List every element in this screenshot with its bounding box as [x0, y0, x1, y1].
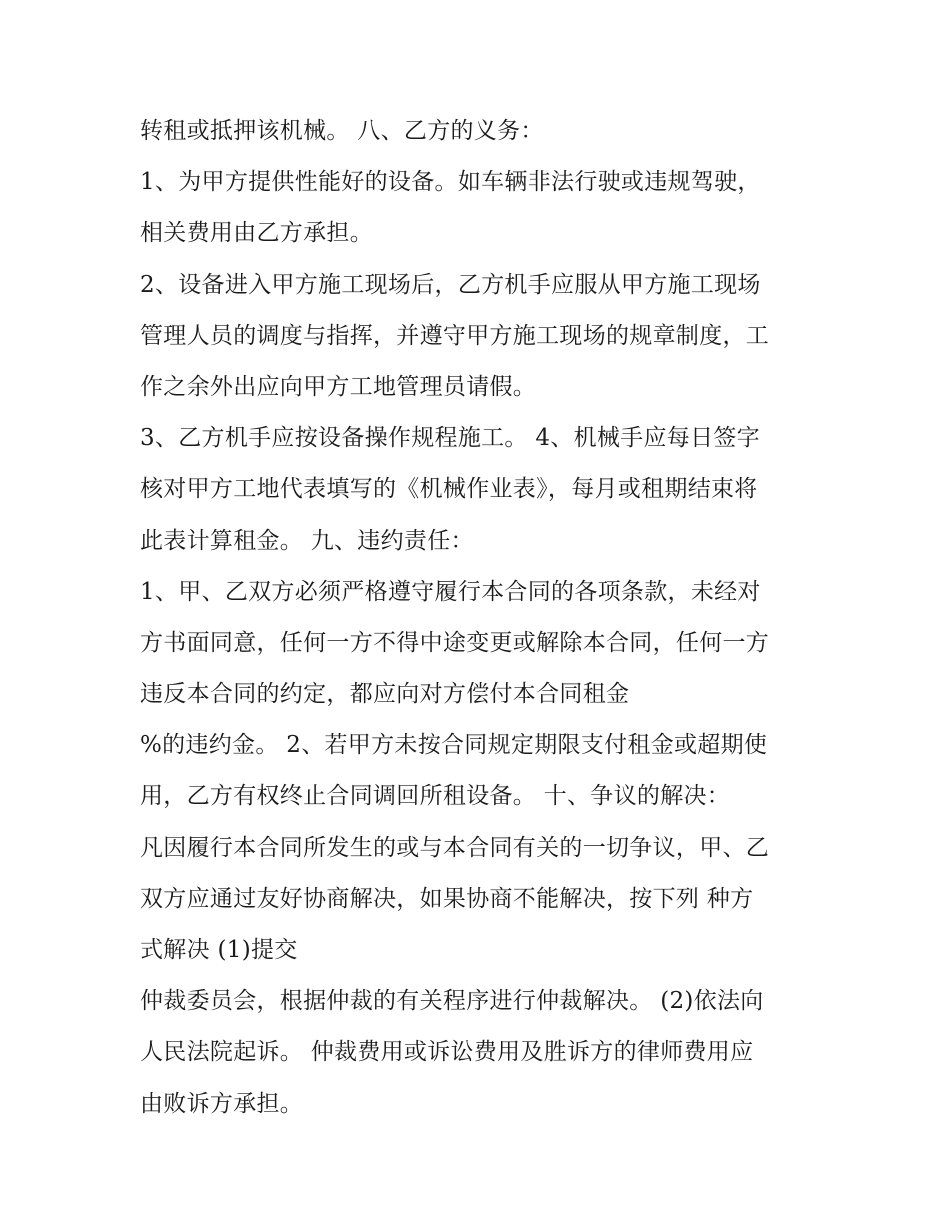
text-line: 3、乙方机手应按设备操作规程施工。 4、机械手应每日签字: [140, 425, 760, 452]
text-line: 式解决 (1)提交: [140, 937, 298, 963]
text-line: 相关费用由乙方承担。: [140, 220, 373, 247]
text-line: 方书面同意，任何一方不得中途变更或解除本合同，任何一方: [140, 629, 770, 656]
text-line: 违反本合同的约定，都应向对方偿付本合同租金: [140, 681, 630, 708]
text-line: 1、甲、乙双方必须严格遵守履行本合同的各项条款，未经对: [140, 578, 761, 605]
text-line: %的违约金。 2、若甲方未按合同规定期限支付租金或超期使: [140, 732, 768, 759]
text-line: 仲裁委员会，根据仲裁的有关程序进行仲裁解决。 (2)依法向: [140, 988, 764, 1015]
text-line: 核对甲方工地代表填写的《机械作业表》，每月或租期结束将: [140, 476, 758, 503]
text-line: 2、设备进入甲方施工现场后，乙方机手应服从甲方施工现场: [140, 271, 761, 298]
text-line: 凡因履行本合同所发生的或与本合同有关的一切争议，甲、乙: [140, 834, 770, 861]
text-line: 管理人员的调度与指挥，并遵守甲方施工现场的规章制度，工: [140, 322, 770, 349]
text-line: 人民法院起诉。 仲裁费用或诉讼费用及胜诉方的律师费用应: [140, 1039, 754, 1066]
text-line: 转租或抵押该机械。 八、乙方的义务：: [140, 118, 544, 144]
text-line: 用，乙方有权终止合同调回所租设备。 十、争议的解决：: [140, 783, 731, 810]
contract-text-body: [140, 106, 820, 1130]
text-line: 双方应通过友好协商解决，如果协商不能解决，按下列 种方: [140, 885, 754, 912]
text-line: 1、为甲方提供性能好的设备。如车辆非法行驶或违规驾驶，: [140, 169, 761, 196]
text-line: 此表计算租金。 九、违约责任：: [140, 527, 474, 554]
text-line: 作之余外出应向甲方工地管理员请假。: [140, 373, 537, 400]
text-line: 由败诉方承担。: [140, 1090, 304, 1117]
